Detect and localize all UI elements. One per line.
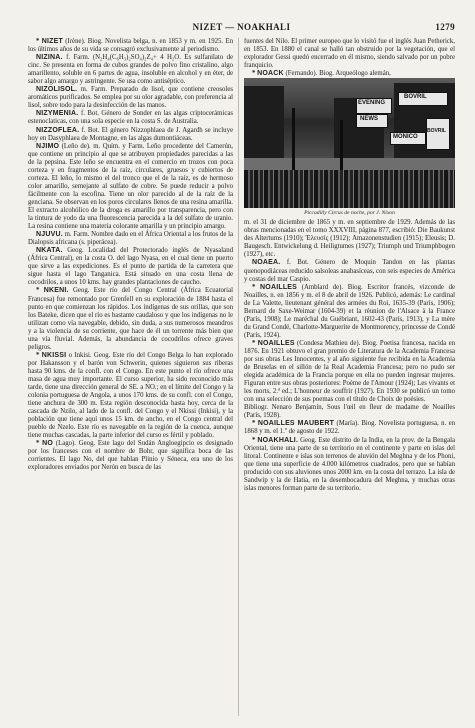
entry-headword: NIZYMENIA.	[36, 110, 79, 118]
entry-body: (María). Biog. Novelista portuguesa, n. en 1868 y m. el 1.º de agosto de 1922.	[244, 420, 455, 436]
entry-headword: NOAILLES	[257, 339, 295, 347]
right-entries-bottom	[244, 219, 455, 493]
dictionary-entry	[28, 127, 233, 143]
entry-body: f. Bot. El género Nizzophlaea de J. Agardh se incluye hoy en Dasyphlaea de Montagne, en las algas dumontiáceas.	[28, 126, 233, 142]
entry-headword: NOAEA.	[252, 259, 281, 267]
entry-headword: NOAILLES	[260, 283, 298, 291]
entry-body: f. Bot. Género de Sonder en las algas criptocerámicas estenoclaticas, con una sola especie en la costa S. de Australia.	[28, 110, 233, 126]
entry-body: m. el 31 de diciembre de 1865 y m. en septiembre de 1929. Además de las obras mencionadas en el tomo XXXVIII, página 877, escribió: Die Baukunst des Altertums (1910); Ἐλευσίς (1912); Amazonenstudien (1915); Eleusis; D. Baugesch. Entwickelung d. Heiligtumes (1927); Triumph und Triumphbogen (1927), etc.	[244, 219, 455, 259]
photo-sign-text: NEWS	[360, 116, 378, 123]
dictionary-entry	[244, 437, 455, 493]
entry-body: m. Farm. Preparado de lisol, que contiene creosoles aromáticos purificados. Se emplea por su olor agradable, con preferencia al lisol, sobre todo para la desinfección de las manos.	[28, 86, 233, 110]
dictionary-entry	[28, 86, 233, 110]
entry-asterisk: *	[252, 436, 258, 444]
dictionary-entry	[28, 54, 233, 86]
photo-lamp-post	[340, 120, 343, 176]
left-column	[28, 38, 233, 716]
entry-headword: NJIMO	[36, 142, 60, 150]
entry-headword: NO	[42, 440, 54, 448]
column-divider	[238, 38, 239, 716]
entry-asterisk: *	[36, 351, 42, 359]
page-number: 1279	[435, 22, 455, 32]
entry-headword: NIZOLISOL.	[36, 86, 78, 94]
entry-headword: NIZINA.	[36, 54, 63, 62]
entry-headword: NKENI.	[43, 287, 69, 295]
entry-headword: NOAILLES MAUBERT	[257, 420, 335, 428]
dictionary-entry	[28, 38, 233, 54]
photo-sign-text: MONICO	[393, 134, 418, 141]
entry-body: Bibliogr. Nenaro Benjamín, Sous l'œil en fleur de madame de Noailles (París, 1928).	[244, 404, 455, 420]
entry-headword: NKISSI	[41, 351, 67, 359]
dictionary-entry	[28, 247, 233, 287]
entry-body: (Lago). Geog. Este lago del Sudán Angloegipcio es designado por los franceses con el nombre de Bohr, que significa boca de las corrientes. El lago No, del que hablan Plinio y Séneca, era uno de los exploradores enviados por Nerón en busca de las	[28, 440, 233, 472]
dictionary-entry	[28, 231, 233, 247]
photo-lamp-post	[292, 108, 295, 178]
two-column-body	[28, 38, 455, 716]
entry-body: Geog. Este río del Congo Central (África Ecuatorial Francesa) fue remontado por Grenfell en su exploración de 1884 hasta el punto en que comienzan los rápidos. Los indígenas de sus orillas, que son los Bateke, dicen que el río es bastante caudaloso y que los indígenas no le utilizan como vía navegable, debido, sin duda, a sus numerosos meandros y a la violencia de su corriente, que hace de él un torrente más bien que una vía fluvial. Además, la abundancia de cocodrilos ofrece graves peligros.	[28, 287, 233, 351]
dictionary-entry	[244, 420, 455, 436]
entry-body: (Condesa Mathieu de). Biog. Poetisa francesa, nacida en 1876. En 1921 obtuvo el gran premio de Literatura de la Academia Francesa por sus obras Les Innocentes, y al año siguiente fue recibida en la Academia de Bruselas en el sillón de la Real Academia Francesa; pero no pudo ser elegida académica de la Francia porque en ella no pueden ingresar mujeres. Figuran entre sus obras posteriores: Poème de l'Amour (1924); Les vivants et les morts, 2.ª ed.; L'honneur de souffrir (1927). En 1930 se publicó un tomo con una selección de sus poemas con el título de Choix de poésies.	[244, 339, 455, 404]
entry-asterisk: *	[36, 440, 43, 448]
photo-sign-text: EVENING	[358, 100, 386, 107]
entry-body: m. Farm. Nombre dado en el África Oriental a los frutos de la Dialopsis africana (s. piperácea).	[28, 231, 233, 247]
entry-body: (Irène). Biog. Novelista belga, n. en 1853 y m. en 1925. En los últimos años de su vida se consagró exclusivamente al periodismo.	[28, 38, 233, 54]
entry-asterisk: *	[36, 287, 44, 295]
entry-headword: NIZZOFLEA.	[36, 126, 80, 134]
entry-headword: NKATA.	[36, 247, 63, 255]
dictionary-entry	[244, 404, 455, 420]
entry-asterisk: *	[252, 70, 258, 78]
entry-body: (Amblard de). Biog. Escritor francés, vizconde de Noailles, n. en 1856 y m. el 8 de abril de 1926. Publicó, además: Le cardinal de La Valette, lieutenant général des armées du Roi, 1635-39 (París, 1906); Bernard de Saxe-Weimar (1604-39) et la réunion de l'Alsace à la France (París, 1908); Le maréchal du Guébriant, 1602-43 (París, 1913), y La mère du Grand Condé, Charlotte-Marguerite de Montmorency, princesse de Condé (París, 1924).	[244, 283, 455, 339]
entry-body: Geog. Este distrito de la India, en la prov. de la Bengala Oriental, tiene una parte de su territorio en el continente y parte en islas del litoral. Continente e islas son terrenos de aluvión del Meghna y de los Phoni, que tiene una superficie de 4.000 kilómetros cuadrados, pero que se habían producido con sus aluviones unos 2000 km. en la costa del terrazo. La isla de Sandwip y la de Hatia, en la desembocadura del Meghna, y muchas otras islas menores forman parte de su territorio.	[244, 436, 455, 492]
dictionary-entry	[28, 287, 233, 351]
running-head	[28, 22, 455, 34]
running-head-title: NIZET — NOAKHALI	[192, 22, 291, 32]
entry-body: (Leño de). m. Quím. y Farm. Leño procedente del Camerún, que contiene un principio al que se atribuyen propiedades parecidas a las de la pepsina. Este leño se encuentra en el comercio en trozos con poca corteza y en fragmentos de la raíz, circulares, gruesos y cubiertos de corteza. El leño, lo mismo el del tronco que el de la raíz, es de hermoso color amarillo, semejante al sulfato de cobre. Se puede reducir a polvo fácilmente con la escofina. Tiene un olor parecido al de la raíz de la genciana. Se observan en los poros circulares llenos de una resina amarilla. El extracto alcohólico de la droga es amarillo por transparencia, pero con la tintura de yodo da una fluorescencia parecida a la del sulfato de uranio. La resina contiene una materia colorante amarilla y un principio amargo.	[28, 142, 233, 231]
dictionary-entry	[244, 219, 455, 259]
photo-sign-text: BOVRIL	[404, 94, 427, 101]
entry-headword: NOACK	[257, 70, 284, 78]
entry-headword: NOAKHALI.	[257, 436, 299, 444]
dictionary-entry	[244, 38, 455, 70]
dictionary-entry	[28, 352, 233, 441]
entry-asterisk: *	[252, 339, 258, 347]
entry-body: fuentes del Nilo. El primer europeo que lo visitó fue el inglés Juan Petherick, en 1853. En 1880 el canal se halló tan obstruido por la vegetación, que el explorador Gessi quedó encerrado en él mismo, siendo salvado por un pobre franquicio.	[244, 38, 455, 70]
piccadilly-photo	[244, 78, 455, 208]
dictionary-entry	[28, 110, 233, 126]
entry-body: f. Bot. Género de Moquin Tandon en las plantas quenopodiáceas reducido salsoleas anabasíceas, con seis especies de América y costas del mar Caspio.	[244, 259, 455, 283]
photo-sign-text: BOVRIL	[427, 128, 446, 135]
entry-asterisk: *	[252, 283, 261, 291]
dictionary-entry	[28, 143, 233, 232]
entry-headword: NIZET	[41, 38, 63, 45]
photo-crowd	[244, 170, 455, 208]
dictionary-entry	[244, 340, 455, 404]
entry-body: Geog. Localidad del Protectorado inglés de Nyasaland (África Central), en la costa O. del lago Nyasa, en el cual tiene un puerto que sirve a las expediciones. Es el punto de partida de la carretera que sigue hasta el lago Tanganica. Está situado en una costa llena de cocodrilos, a unos 10 kms. hay grandes plantaciones de caucho.	[28, 247, 233, 287]
entry-body: (Fernando). Biog. Arqueólogo alemán,	[283, 70, 391, 78]
dictionary-entry	[244, 284, 455, 340]
left-entries	[28, 38, 233, 473]
dictionary-entry	[244, 259, 455, 283]
entry-headword: NJUVU.	[36, 231, 63, 239]
dictionary-entry	[28, 440, 233, 472]
photo-sign	[426, 118, 450, 150]
entry-asterisk: *	[252, 420, 258, 428]
entry-body: f. Farm. (N₂H₄(C₆H₃)₂SO₄)₂Z₄+ 4 H₂O. Es sulfanilato de cinc. Se presenta en forma de cubos grandes de polvo fino cristalino, algo amarillento, soluble en 6 partes de agua, insoluble en alcohol y en éter, de sabor algo amargo y astringente. Se usa como antiséptico.	[28, 54, 233, 86]
right-column	[244, 38, 455, 716]
entry-asterisk: *	[36, 38, 42, 45]
photo-caption: Piccadilly Circus de noche, por J. Nixon	[304, 210, 395, 217]
entry-body: o Inkisi. Geog. Este río del Congo Belga lo han explorado por Hakansson y el barón von Schwerin, quienes siguieron sus riberas hasta 90 kms. de la confl. con el Congo. En este punto el río ofrece una masa de agua muy importante. El curso superior, ha sido reconocido más tarde, tiene una dirección general de SE. a NO.; en el límite del Congo y la colonia portuguesa de Angola, a unos 170 kms. de su confl. con el Congo, tiene anchura de 300 m. Esta región desconocida hasta hoy, cerca de la cascada de Nzilo, al lado de la confl. del Congo y el Nkissi (Inkisi), y la población que tiene aquí unos 15 km. de ancho, en el Congo central del pueblo de Nzelo. Este río es navegable en la región de la cuenca, aunque tiene muchas cascadas, la parte inferior del curso es fértil y poblado.	[28, 351, 233, 440]
right-entries-top	[244, 38, 455, 78]
dictionary-entry	[244, 70, 455, 78]
